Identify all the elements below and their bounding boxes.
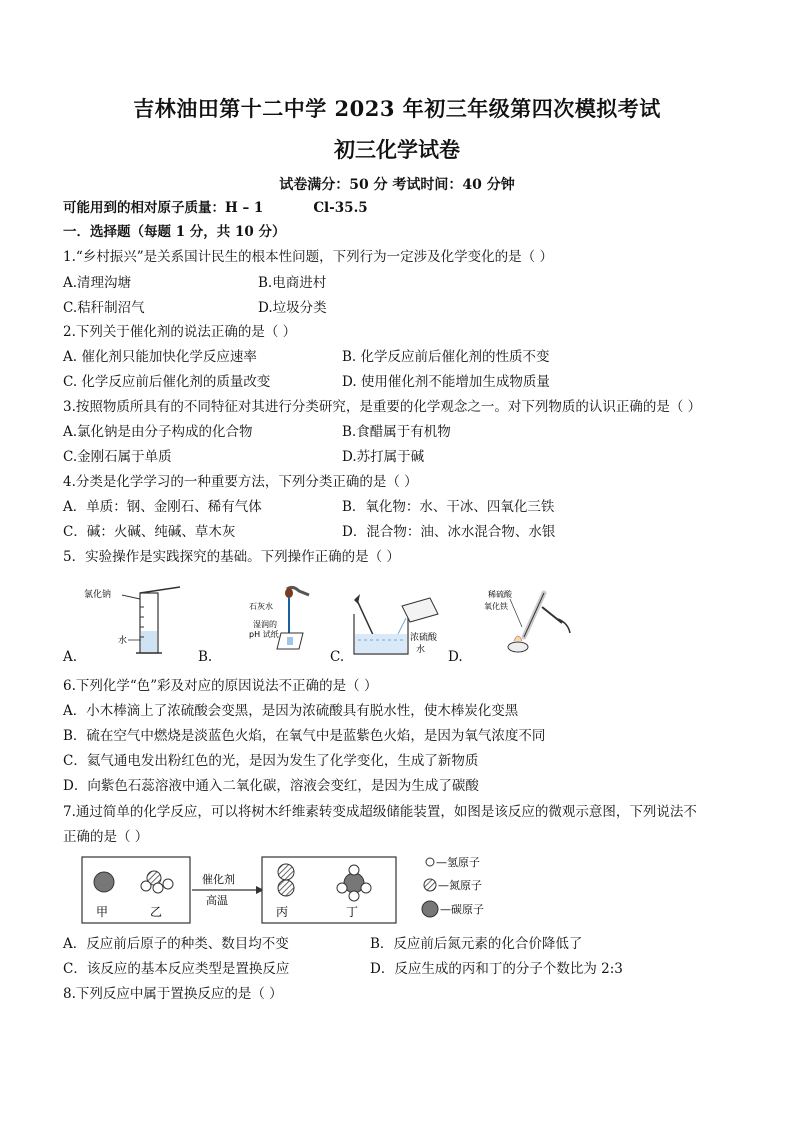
q3-option-a: A.氯化钠是由分子构成的化合物 <box>63 424 253 440</box>
q5-fig-b-label-wet: 湿润的 <box>253 620 277 629</box>
q7-label-yi: 乙 <box>150 905 163 919</box>
q1-option-b: B.电商进村 <box>258 275 327 291</box>
section-heading: 一．选择题（每题 1 分，共 10 分） <box>63 224 286 240</box>
q7-option-d: D．反应生成的丙和丁的分子个数比为 2:3 <box>370 961 623 977</box>
q5-option-c: C. <box>330 649 345 665</box>
q5-stem: 5．实验操作是实践探究的基础。下列操作正确的是（ ） <box>63 549 400 565</box>
q7-option-b: B．反应前后氮元素的化合价降低了 <box>370 936 583 952</box>
q5-fig-b-label-ph: pH 试纸 <box>249 630 279 639</box>
q4-option-d: D．混合物：油、冰水混合物、水银 <box>342 524 556 540</box>
q7-reaction-diagram <box>80 852 520 930</box>
atomic-mass-line <box>63 199 368 217</box>
q5-option-d: D. <box>448 649 463 665</box>
atomic-mass-h: 可能用到的相对原子质量：H – 1 <box>63 200 264 216</box>
q5-figure-a <box>80 585 190 657</box>
exam-meta: 试卷满分：50 分 考试时间：40 分钟 <box>279 177 515 193</box>
q2-option-a: A. 催化剂只能加快化学反应速率 <box>63 349 257 365</box>
q6-option-b: B．硫在空气中燃烧是淡蓝色火焰，在氧气中是蓝紫色火焰，是因为氧气浓度不同 <box>63 728 546 744</box>
q1-option-c: C.秸秆制沼气 <box>63 300 145 316</box>
q7-stem-line1: 7.通过简单的化学反应，可以将树木纤维素转变成超级储能装置，如图是该反应的微观示意图，下列说法不 <box>63 804 697 820</box>
q7-legend-nitrogen: —氮原子 <box>438 879 482 892</box>
q5-fig-a-label-water: 水 <box>118 636 128 646</box>
q7-legend-carbon: —碳原子 <box>440 903 484 916</box>
q5-fig-d-label-acid: 稀硫酸 <box>488 590 512 599</box>
q6-option-c: C．氦气通电发出粉红色的光，是因为发生了化学变化，生成了新物质 <box>63 753 479 769</box>
q7-option-a: A．反应前后原子的种类、数目均不变 <box>63 936 289 952</box>
q5-fig-c-label-water: 水 <box>416 645 426 655</box>
q7-arrow-hightemp: 高温 <box>206 894 228 907</box>
q6-stem: 6.下列化学“色”彩及对应的原因说法不正确的是（ ） <box>63 678 378 694</box>
exam-title: 吉林油田第十二中学 2023 年初三年级第四次模拟考试 <box>133 96 661 121</box>
q7-label-ding: 丁 <box>346 905 359 919</box>
q7-arrow-catalyst: 催化剂 <box>202 873 235 886</box>
q8-stem: 8.下列反应中属于置换反应的是（ ） <box>63 986 283 1002</box>
q3-stem: 3.按照物质所具有的不同特征对其进行分类研究，是重要的化学观念之一。对下列物质的认识正确的是（ ） <box>63 399 702 415</box>
atomic-mass-cl: Cl-35.5 <box>313 200 368 216</box>
q7-stem-line2: 正确的是（ ） <box>63 829 149 845</box>
q5-figure-d <box>484 587 574 657</box>
q2-option-b: B. 化学反应前后催化剂的性质不变 <box>342 349 550 365</box>
q5-figure-b <box>245 585 320 657</box>
q3-option-b: B.食醋属于有机物 <box>342 424 451 440</box>
q5-option-b: B. <box>198 649 213 665</box>
q7-option-c: C．该反应的基本反应类型是置换反应 <box>63 961 290 977</box>
q5-fig-a-label-nacl: 氯化钠 <box>84 590 112 600</box>
q6-option-a: A．小木棒滴上了浓硫酸会变黑，是因为浓硫酸具有脱水性，使木棒炭化变黑 <box>63 703 519 719</box>
q1-stem: 1.“乡村振兴”是关系国计民生的根本性问题，下列行为一定涉及化学变化的是（ ） <box>63 249 553 265</box>
q5-fig-d-label-oxide: 氧化铁 <box>484 602 508 611</box>
q4-option-b: B．氧化物：水、干冰、四氧化三铁 <box>342 499 555 515</box>
q7-legend-hydrogen: —氢原子 <box>436 856 480 869</box>
q5-figure-c <box>350 590 450 660</box>
q3-option-c: C.金刚石属于单质 <box>63 449 172 465</box>
q7-label-bing: 丙 <box>276 905 289 919</box>
q2-stem: 2.下列关于催化剂的说法正确的是（ ） <box>63 324 297 340</box>
q4-option-a: A．单质：钢、金刚石、稀有气体 <box>63 499 262 515</box>
exam-subtitle: 初三化学试卷 <box>334 137 460 162</box>
q5-fig-c-label-acid: 浓硫酸 <box>410 633 438 643</box>
q7-label-jia: 甲 <box>96 905 109 919</box>
q5-fig-b-label-limewater: 石灰水 <box>249 602 273 611</box>
q4-stem: 4.分类是化学学习的一种重要方法，下列分类正确的是（ ） <box>63 474 418 490</box>
q5-option-a: A. <box>63 649 78 665</box>
q4-option-c: C．碱：火碱、纯碱、草木灰 <box>63 524 236 540</box>
q2-option-d: D. 使用催化剂不能增加生成物质量 <box>342 374 550 390</box>
q1-option-a: A.清理沟塘 <box>63 275 132 291</box>
q1-option-d: D.垃圾分类 <box>258 300 327 316</box>
q3-option-d: D.苏打属于碱 <box>342 449 425 465</box>
q2-option-c: C. 化学反应前后催化剂的质量改变 <box>63 374 271 390</box>
q6-option-d: D．向紫色石蕊溶液中通入二氧化碳，溶液会变红，是因为生成了碳酸 <box>63 778 479 794</box>
